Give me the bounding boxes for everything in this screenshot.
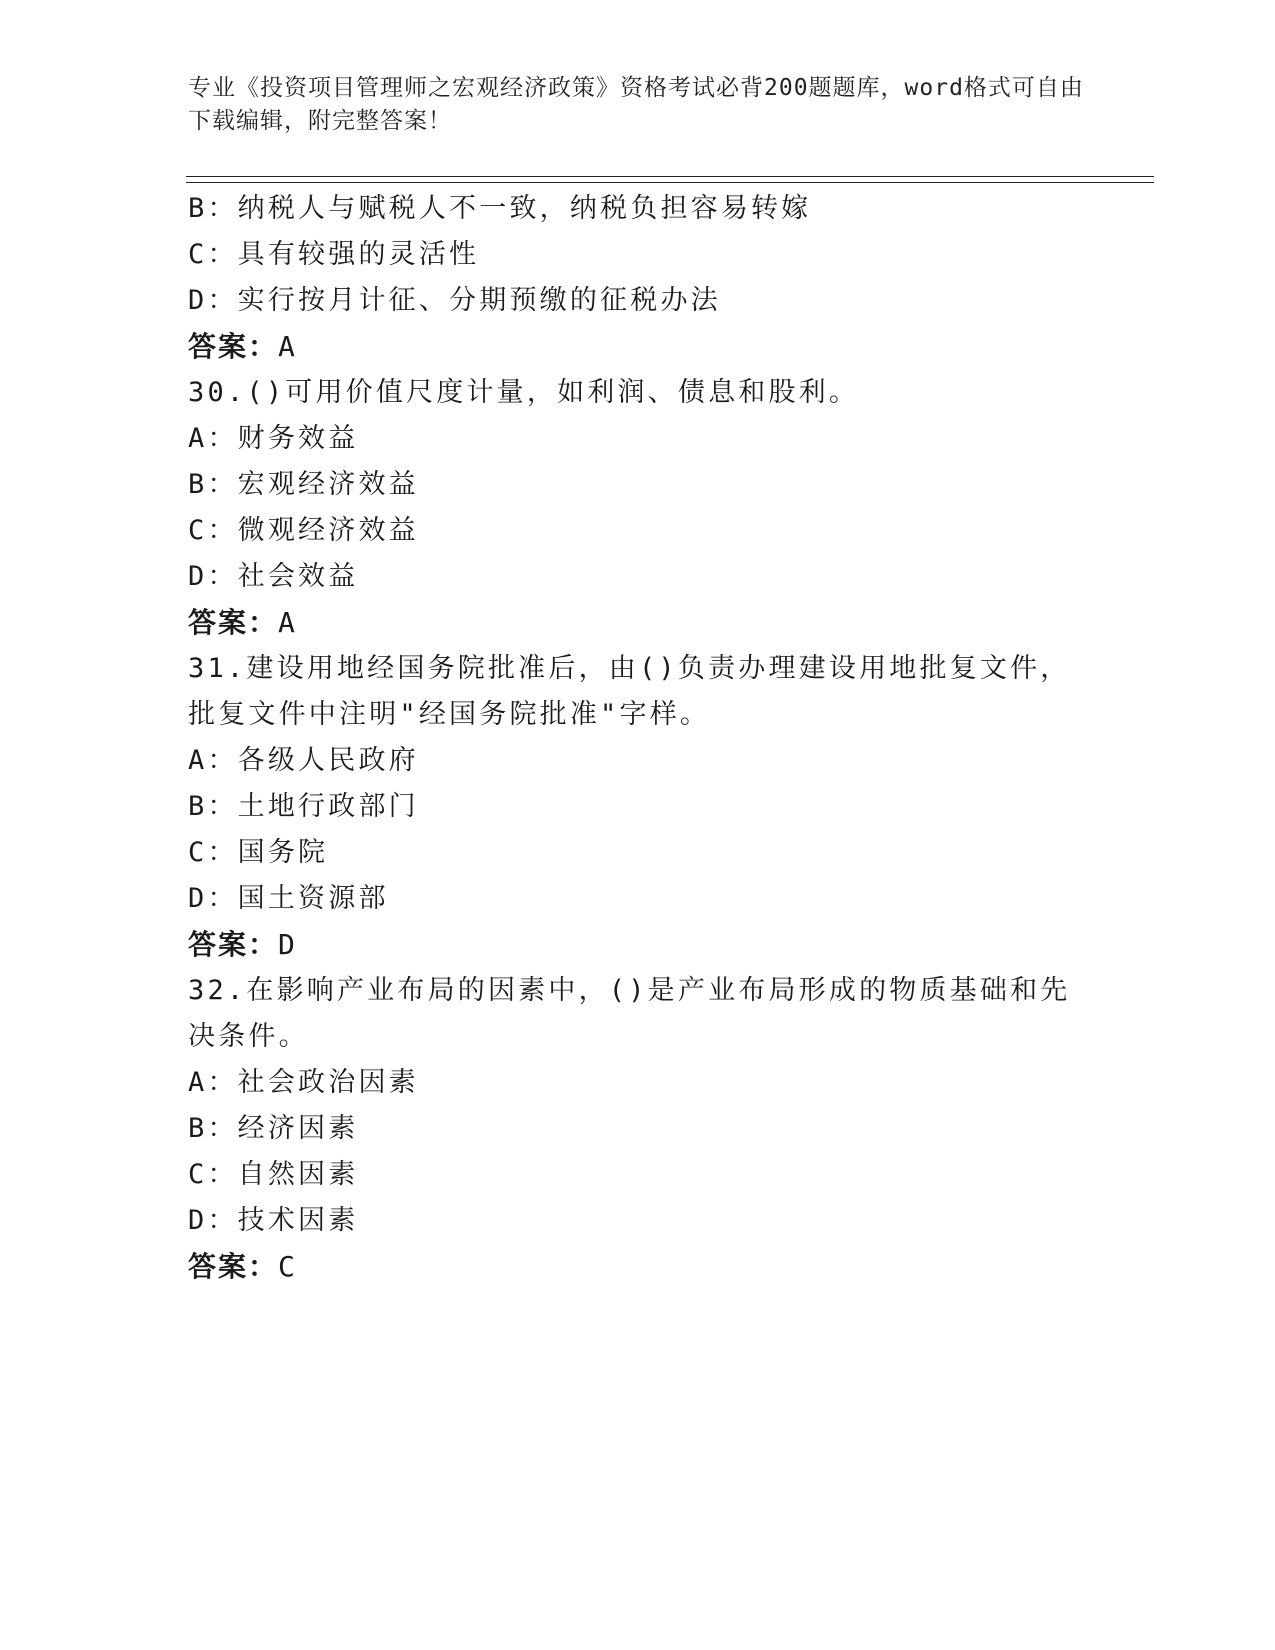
answer-line	[188, 922, 1088, 968]
question-30	[188, 370, 1088, 646]
answer-line	[188, 600, 1088, 646]
question-29-partial	[188, 186, 1088, 370]
answer-line	[188, 324, 1088, 370]
question-32	[188, 968, 1088, 1290]
option-a: A：财务效益	[188, 423, 359, 454]
answer-value: A	[278, 330, 297, 363]
option-c: C：国务院	[188, 837, 329, 868]
answer-label: 答案：	[188, 1250, 279, 1283]
option-d: D：实行按月计征、分期预缴的征税办法	[188, 285, 721, 316]
option-b: B：土地行政部门	[188, 791, 419, 822]
option-b: B：纳税人与赋税人不一致，纳税负担容易转嫁	[188, 193, 812, 224]
header-title: 专业《投资项目管理师之宏观经济政策》资格考试必背200题题库，word格式可自由下载编辑，附完整答案！	[188, 75, 1084, 134]
answer-label: 答案：	[188, 928, 279, 961]
option-b: B：经济因素	[188, 1113, 359, 1144]
option-c: C：微观经济效益	[188, 515, 419, 546]
answer-value: D	[278, 928, 297, 961]
question-text: 32.在影响产业布局的因素中，()是产业布局形成的物质基础和先决条件。	[188, 975, 1071, 1052]
question-list	[188, 186, 1088, 1290]
option-c: C：自然因素	[188, 1159, 359, 1190]
answer-line	[188, 1244, 1088, 1290]
header-divider	[186, 176, 1154, 183]
option-a: A：各级人民政府	[188, 745, 419, 776]
answer-value: A	[278, 606, 297, 639]
question-text: 31.建设用地经国务院批准后，由()负责办理建设用地批复文件，批复文件中注明"经国务院批准"字样。	[188, 653, 1071, 730]
question-31	[188, 646, 1088, 968]
answer-label: 答案：	[188, 606, 279, 639]
question-text: 30.()可用价值尺度计量，如利润、债息和股利。	[188, 377, 860, 408]
option-d: D：社会效益	[188, 561, 359, 592]
option-d: D：技术因素	[188, 1205, 359, 1236]
option-d: D：国土资源部	[188, 883, 389, 914]
option-b: B：宏观经济效益	[188, 469, 419, 500]
option-c: C：具有较强的灵活性	[188, 239, 480, 270]
option-a: A：社会政治因素	[188, 1067, 419, 1098]
answer-label: 答案：	[188, 330, 279, 363]
answer-value: C	[278, 1250, 297, 1283]
page-header	[188, 72, 1088, 138]
